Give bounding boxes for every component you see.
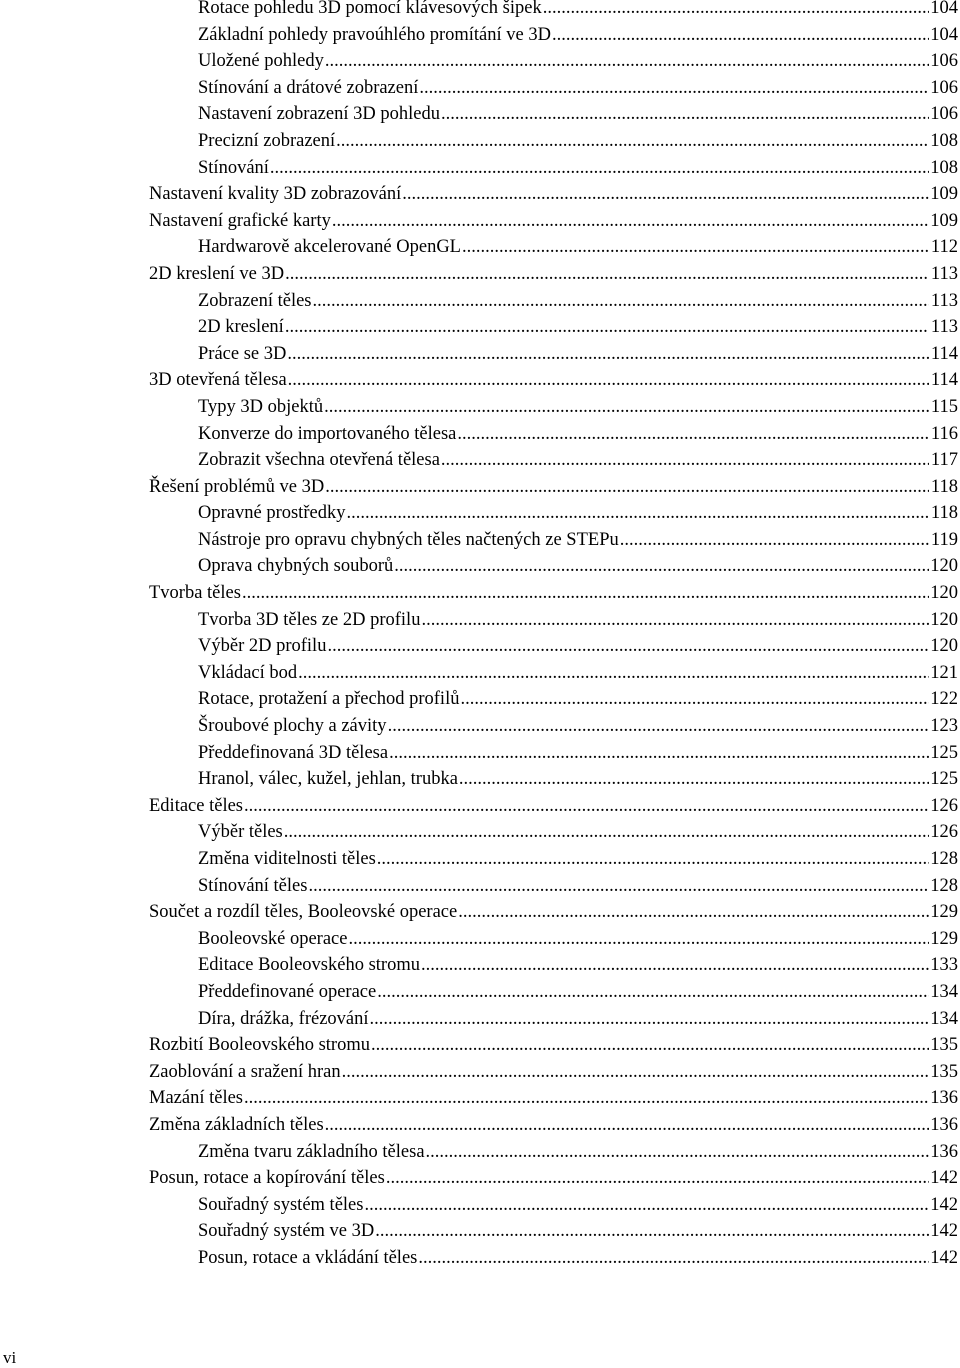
page-folio: vi	[3, 1348, 17, 1367]
toc-entry-page-number: 112	[930, 237, 958, 258]
toc-entry-page-number: 116	[930, 423, 958, 444]
dot-leader	[375, 1218, 929, 1245]
toc-entry-title: Předdefinovaná 3D tělesa	[198, 742, 389, 763]
toc-entry-page-number: 142	[930, 1221, 958, 1242]
toc-entry[interactable]	[198, 1218, 958, 1245]
toc-entry[interactable]	[198, 926, 958, 953]
toc-entry-title: Rotace, protažení a přechod profilů	[198, 689, 460, 710]
toc-entry[interactable]	[198, 686, 958, 713]
toc-entry[interactable]	[149, 793, 958, 820]
toc-entry-page-number: 113	[930, 263, 958, 284]
dot-leader	[244, 793, 929, 820]
dot-leader	[620, 527, 929, 554]
toc-entry[interactable]	[198, 421, 958, 448]
dot-leader	[389, 740, 929, 767]
toc-entry-title: Stínování	[198, 157, 269, 178]
toc-entry-page-number: 125	[930, 742, 958, 763]
toc-entry[interactable]	[198, 633, 958, 660]
dot-leader	[242, 580, 929, 607]
dot-leader	[459, 766, 929, 793]
dot-leader	[462, 234, 929, 261]
toc-entry-title: Nastavení zobrazení 3D pohledu	[198, 104, 440, 125]
toc-entry-title: Změna tvaru základního tělesa	[198, 1141, 425, 1162]
toc-entry-page-number: 104	[930, 0, 958, 18]
toc-entry-page-number: 106	[930, 104, 958, 125]
dot-leader	[325, 1112, 929, 1139]
toc-entry-title: Posun, rotace a kopírování těles	[149, 1168, 385, 1189]
toc-entry-title: Oprava chybných souborů	[198, 556, 394, 577]
toc-entry[interactable]	[198, 128, 958, 155]
dot-leader	[324, 394, 929, 421]
toc-entry-page-number: 117	[930, 450, 958, 471]
toc-entry[interactable]	[198, 394, 958, 421]
toc-entry[interactable]	[149, 1032, 958, 1059]
toc-entry[interactable]	[198, 1139, 958, 1166]
toc-entry-title: Nastavení grafické karty	[149, 210, 331, 231]
toc-entry[interactable]	[198, 341, 958, 368]
toc-entry-page-number: 136	[930, 1141, 958, 1162]
toc-entry[interactable]	[149, 367, 958, 394]
toc-entry[interactable]	[198, 1006, 958, 1033]
toc-entry-title: Práce se 3D	[198, 343, 287, 364]
dot-leader	[332, 208, 929, 235]
dot-leader	[394, 553, 929, 580]
toc-entry-title: Posun, rotace a vkládání těles	[198, 1247, 418, 1268]
toc-entry-title: Editace těles	[149, 795, 243, 816]
toc-entry-page-number: 135	[930, 1035, 958, 1056]
toc-entry[interactable]	[198, 0, 958, 22]
toc-entry-title: Nástroje pro opravu chybných těles načtených ze STEPu	[198, 529, 619, 550]
toc-entry[interactable]	[198, 500, 958, 527]
toc-entry-page-number: 134	[930, 1008, 958, 1029]
toc-entry-page-number: 134	[930, 981, 958, 1002]
dot-leader	[284, 819, 929, 846]
toc-entry-title: Booleovské operace	[198, 928, 348, 949]
toc-entry-page-number: 106	[930, 51, 958, 72]
toc-entry-page-number: 120	[930, 609, 958, 630]
dot-leader	[285, 261, 929, 288]
toc-entry-page-number: 129	[930, 928, 958, 949]
toc-entry-title: Uložené pohledy	[198, 51, 324, 72]
toc-entry-page-number: 136	[930, 1114, 958, 1135]
toc-entry-title: Šroubové plochy a závity	[198, 716, 387, 737]
toc-entry-page-number: 114	[930, 370, 958, 391]
toc-entry-page-number: 104	[930, 24, 958, 45]
dot-leader	[377, 846, 929, 873]
toc-entry[interactable]	[149, 181, 958, 208]
dot-leader	[370, 1006, 929, 1033]
toc-entry-page-number: 133	[930, 955, 958, 976]
dot-leader	[441, 101, 929, 128]
toc-entry-title: Editace Booleovského stromu	[198, 955, 420, 976]
toc-entry[interactable]	[198, 846, 958, 873]
toc-entry-title: Souřadný systém těles	[198, 1194, 364, 1215]
dot-leader	[441, 447, 929, 474]
toc-entry[interactable]	[198, 1192, 958, 1219]
toc-entry-title: Rozbití Booleovského stromu	[149, 1035, 370, 1056]
toc-entry-title: Zobrazení těles	[198, 290, 312, 311]
toc-entry[interactable]	[149, 580, 958, 607]
toc-entry-title: Mazání těles	[149, 1088, 243, 1109]
toc-entry-title: Stínování a drátové zobrazení	[198, 77, 419, 98]
toc-entry-title: Vkládací bod	[198, 662, 298, 683]
dot-leader	[458, 899, 929, 926]
dot-leader	[418, 1245, 929, 1272]
dot-leader	[552, 22, 929, 49]
dot-leader	[377, 979, 929, 1006]
toc-entry[interactable]	[198, 740, 958, 767]
toc-entry-page-number: 126	[930, 822, 958, 843]
dot-leader	[287, 341, 929, 368]
toc-entry[interactable]	[198, 75, 958, 102]
dot-leader	[419, 75, 929, 102]
toc-entry[interactable]	[198, 819, 958, 846]
dot-leader	[421, 952, 929, 979]
toc-entry[interactable]	[198, 48, 958, 75]
toc-entry-page-number: 136	[930, 1088, 958, 1109]
dot-leader	[288, 367, 929, 394]
toc-entry-page-number: 119	[930, 529, 958, 550]
toc-entry[interactable]	[198, 873, 958, 900]
toc-entry-page-number: 115	[930, 396, 958, 417]
toc-entry-title: Výběr těles	[198, 822, 283, 843]
dot-leader	[388, 713, 929, 740]
toc-entry-page-number: 121	[930, 662, 958, 683]
dot-leader	[543, 0, 929, 22]
toc-entry[interactable]	[198, 1245, 958, 1272]
dot-leader	[298, 660, 929, 687]
toc-entry-page-number: 128	[930, 849, 958, 869]
toc-entry-page-number: 129	[930, 902, 958, 923]
toc-entry-page-number: 122	[930, 689, 958, 710]
toc-entry-page-number: 123	[930, 716, 958, 737]
toc-entry-page-number: 126	[930, 795, 958, 816]
toc-entry-title: Nastavení kvality 3D zobrazování	[149, 184, 402, 205]
toc-entry-title: 3D otevřená tělesa	[149, 370, 287, 391]
toc-entry-page-number: 118	[930, 476, 958, 497]
toc-entry-title: Předdefinované operace	[198, 981, 377, 1002]
toc-entry[interactable]	[198, 527, 958, 554]
toc-entry-title: Změna viditelnosti těles	[198, 849, 376, 869]
toc-entry-page-number: 120	[930, 636, 958, 657]
toc-entry[interactable]	[198, 713, 958, 740]
toc-entry-title: Rotace pohledu 3D pomocí klávesových šipek	[198, 0, 542, 18]
dot-leader	[346, 500, 929, 527]
toc-entry[interactable]	[149, 261, 958, 288]
dot-leader	[457, 421, 929, 448]
toc-entry-page-number: 113	[930, 317, 958, 338]
toc-entry[interactable]	[149, 1059, 958, 1086]
toc-entry-title: Tvorba těles	[149, 583, 241, 604]
dot-leader	[421, 607, 929, 634]
toc-entry-title: Základní pohledy pravoúhlého promítání ve 3D	[198, 24, 551, 45]
dot-leader	[327, 633, 929, 660]
toc-entry-title: Opravné prostředky	[198, 503, 346, 524]
toc-entry-page-number: 106	[930, 77, 958, 98]
toc-entry-title: Hardwarově akcelerované OpenGL	[198, 237, 461, 258]
dot-leader	[336, 128, 929, 155]
toc-entry-page-number: 135	[930, 1061, 958, 1082]
toc-entry-page-number: 114	[930, 343, 958, 364]
toc-entry[interactable]	[198, 314, 958, 341]
toc-entry-title: 2D kreslení ve 3D	[149, 263, 285, 284]
toc-entry-title: Výběr 2D profilu	[198, 636, 327, 657]
dot-leader	[386, 1165, 929, 1192]
toc-entry[interactable]	[198, 979, 958, 1006]
dot-leader	[244, 1085, 929, 1112]
dot-leader	[325, 474, 929, 501]
toc-entry-title: Zobrazit všechna otevřená tělesa	[198, 450, 440, 471]
dot-leader	[285, 314, 929, 341]
toc-entry[interactable]	[198, 234, 958, 261]
toc-entry-page-number: 108	[930, 157, 958, 178]
dot-leader	[426, 1139, 929, 1166]
dot-leader	[270, 155, 929, 182]
toc-entry[interactable]	[149, 1165, 958, 1192]
toc-entry[interactable]	[198, 22, 958, 49]
toc-entry[interactable]	[198, 660, 958, 687]
dot-leader	[371, 1032, 929, 1059]
toc-entry-title: Změna základních těles	[149, 1114, 324, 1135]
toc-entry[interactable]	[198, 607, 958, 634]
toc-entry[interactable]	[149, 1085, 958, 1112]
toc-entry-title: Hranol, válec, kužel, jehlan, trubka	[198, 769, 458, 790]
toc-entry-page-number: 125	[930, 769, 958, 790]
toc-entry[interactable]	[149, 474, 958, 501]
dot-leader	[460, 686, 929, 713]
toc-entry-title: Součet a rozdíl těles, Booleovské operace	[149, 902, 458, 923]
toc-entry-title: Stínování těles	[198, 875, 308, 896]
toc-entry-page-number: 142	[930, 1194, 958, 1215]
toc-entry-title: Typy 3D objektů	[198, 396, 324, 417]
toc-entry-title: 2D kreslení	[198, 317, 284, 338]
toc-entry-page-number: 142	[930, 1247, 958, 1268]
toc-entry-title: Tvorba 3D těles ze 2D profilu	[198, 609, 421, 630]
dot-leader	[313, 288, 929, 315]
toc-entry-title: Konverze do importovaného tělesa	[198, 423, 457, 444]
toc-entry[interactable]	[149, 208, 958, 235]
dot-leader	[364, 1192, 929, 1219]
toc-entry-page-number: 128	[930, 875, 958, 896]
toc-entry-page-number: 108	[930, 130, 958, 151]
toc-entry-page-number: 120	[930, 583, 958, 604]
toc-entry[interactable]	[198, 766, 958, 793]
dot-leader	[402, 181, 929, 208]
toc-entry[interactable]	[198, 952, 958, 979]
toc-entry[interactable]	[149, 1112, 958, 1139]
toc-entry-page-number: 120	[930, 556, 958, 577]
toc-entry-title: Precizní zobrazení	[198, 130, 336, 151]
toc-entry[interactable]	[198, 553, 958, 580]
toc-entry-page-number: 109	[930, 210, 958, 231]
toc-entry-page-number: 118	[930, 503, 958, 524]
toc-entry-page-number: 142	[930, 1168, 958, 1189]
toc-entry[interactable]	[198, 288, 958, 315]
toc-entry-title: Zaoblování a sražení hran	[149, 1061, 341, 1082]
toc-entry-page-number: 113	[930, 290, 958, 311]
toc-entry-page-number: 109	[930, 184, 958, 205]
toc-entry-title: Řešení problémů ve 3D	[149, 476, 325, 497]
toc-entry[interactable]	[198, 447, 958, 474]
toc-entry-title: Díra, drážka, frézování	[198, 1008, 369, 1029]
toc-entry[interactable]	[198, 101, 958, 128]
toc-entry-title: Souřadný systém ve 3D	[198, 1221, 375, 1242]
dot-leader	[308, 873, 929, 900]
toc-entry[interactable]	[198, 155, 958, 182]
dot-leader	[342, 1059, 929, 1086]
dot-leader	[348, 926, 929, 953]
toc-entry[interactable]	[149, 899, 958, 926]
dot-leader	[325, 48, 929, 75]
